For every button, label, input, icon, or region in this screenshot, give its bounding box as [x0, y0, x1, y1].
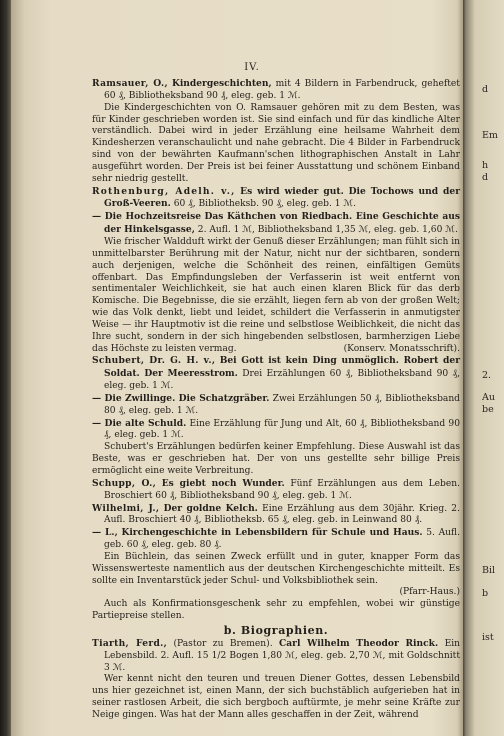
entry-author: — Die Zwillinge. Die Schatzgräber.: [92, 392, 270, 404]
right-page-fragment: Em: [482, 130, 498, 141]
catalog-entry: [92, 527, 460, 552]
entry-title: Der goldne Kelch.: [163, 502, 258, 514]
catalog-entry: [92, 393, 460, 418]
right-page-fragment: d: [482, 84, 489, 95]
entry-description: Schubert's Erzählungen bedürfen keiner Empfehlung. Diese Auswahl ist das Beste, was er geschrieben hat. Der von uns gestellte sehr billige Preis ermöglicht eine weite Verbreitung.: [92, 442, 460, 476]
catalog-entry: [92, 478, 460, 503]
entry-title: Das Käthchen von Riedbach. Eine Geschichte aus der Hinkelsgasse,: [104, 211, 460, 236]
entry-source: (Pfarr-Haus.): [399, 587, 460, 598]
entry-author: Wilhelmi, J.,: [92, 502, 160, 514]
entry-description: Die Kindergeschichten von O. Ramsauer gehören mit zu dem Besten, was für Kinder geschrieben worden ist. Sie sind einfach und für das kindliche Alter verständlich. Dabei wird in jeder Erzählung eine heilsame Wahrheit dem Kindesherzen veranschaulicht und nahe gebracht. Die 4 Bilder in Farbendruck sind von der bewährten Kaufmann'schen lithographischen Anstalt in Lahr ausgeführt worden. Der Preis ist bei feiner Ausstattung und schönem Einband sehr niedrig gestellt.: [92, 102, 460, 184]
right-page-fragment: ist: [482, 632, 494, 643]
right-page-fragment: be: [482, 404, 494, 415]
entry-price: Eine Erzählung für Jung und Alt, 60 ₰, Bibliotheksband 90 ₰, eleg. geb. 1 ℳ.: [104, 418, 460, 441]
entry-description: Ein Büchlein, das seinen Zweck erfüllt und in guter, knapper Form das Wissenswerteste namentlich aus der deutschen Kirchengeschichte mitteilt. Es sollte ein Inventarstück jeder Schul- und Volksbibliothek sein.: [92, 551, 460, 586]
entry-price: Zwei Erzählungen 50 ₰, Bibliotheksband 80 ₰, eleg. geb. 1 ℳ.: [104, 393, 460, 416]
entry-title: Bei Gott ist kein Ding unmöglich. Robert der Soldat. Der Meeresstrom.: [104, 355, 460, 380]
entry-price: 5. Aufl. geb. 60 ₰, eleg. geb. 80 ₰.: [104, 528, 460, 551]
section-heading: b. Biographien.: [223, 623, 329, 637]
catalog-entry: [92, 638, 460, 675]
entry-note: Auch als Konfirmationsgeschenk sehr zu empfehlen, wobei wir günstige Partiepreise stellen.: [92, 599, 460, 622]
entry-title: Kirchengeschichte in Lebensbildern für Schule und Haus.: [121, 527, 423, 539]
page-body: [92, 78, 460, 722]
book-spine: [0, 0, 11, 736]
entry-description: [92, 237, 460, 355]
entry-paren: (Pastor zu Bremen).: [173, 638, 273, 649]
entry-price: mit 4 Bildern in Farbendruck, geheftet 60 ₰, Bibliotheksband 90 ₰, eleg. geb. 1 ℳ.: [104, 79, 460, 101]
right-page-fragment: b: [482, 588, 489, 599]
entry-title: Kindergeschichten,: [171, 78, 272, 89]
entry-author: Rothenburg, Adelh. v.,: [92, 185, 236, 197]
entry-description-text: Wie frischer Waldduft wirkt der Genuß dieser Erzählungen; man fühlt sich in unmittelbarster Berührung mit der Natur, nicht nur der sichtbaren, sondern auch derjenigen, welche die Schönheit des reinen, einfältigen Gemüts offenbart. Das Empfindungsleben der Verfasserin ist weit entfernt von sentimentaler Weichlichkeit, sie hat auch einen klaren Blick für das derb Komische. Die Begebnisse, die sie erzählt, liegen fern ab von der großen Welt; wie das Volk denkt, liebt und leidet, schildert die Verfasserin in anmutigster Weise — ihr Hauptmotiv ist die reine und selbstlose Weiblichkeit, die nicht das Ihre sucht, sondern in der sich hingebenden selbstlosen, barmherzigen Liebe das Höchste zu leisten vermag.: [92, 236, 460, 354]
entry-price: Drei Erzählungen 60 ₰, Bibliotheksband 90 ₰, eleg. geb. 1 ℳ.: [104, 369, 460, 392]
entry-author: — Die Hochzeitsreise: [92, 211, 202, 223]
entry-price: Fünf Erzählungen aus dem Leben. Broschiert 60 ₰, Bibliotheksband 90 ₰, eleg. geb. 1 ℳ.: [104, 478, 460, 501]
entry-author: Tiarth, Ferd.,: [92, 637, 168, 649]
entry-description: Wer kennt nicht den teuren und treuen Diener Gottes, dessen Lebensbild uns hier gezeichnet ist, einen Mann, der sich buchstäblich aufgerieben hat in seiner rastlosen Arbeit, die sich bergboch auftürmte, je mehr seine Kräfte zur Neige gingen. Was hat der Mann alles geschaffen in der Zeit, während: [92, 674, 460, 720]
entry-price: Ein Lebensbild. 2. Aufl. 15 1/2 Bogen 1,80 ℳ, eleg. geb. 2,70 ℳ, mit Goldschnitt 3 ℳ.: [104, 638, 460, 673]
right-page-fragment: Bil: [482, 565, 496, 576]
entry-author: Schupp, O.,: [92, 477, 157, 489]
right-page-fragment: Au: [482, 392, 495, 403]
entry-price: 2. Aufl. 1 ℳ, Bibliotheksband 1,35 ℳ, eleg. geb. 1,60 ℳ.: [197, 225, 458, 236]
entry-price: Eine Erzählung aus dem 30jähr. Krieg. 2. Aufl. Broschiert 40 ₰, Bibliotheksb. 65 ₰, eleg. geb. in Leinwand 80 ₰.: [104, 503, 460, 526]
right-page-edge: [463, 0, 504, 736]
catalog-entry: [92, 211, 460, 237]
catalog-entry: [92, 418, 460, 443]
catalog-entry: [92, 78, 460, 103]
right-page-fragment: h: [482, 160, 489, 171]
right-page-fragment: d: [482, 172, 489, 183]
entry-title: Es giebt noch Wunder.: [161, 477, 285, 489]
entry-author: — Die alte Schuld.: [92, 417, 187, 429]
entry-author: Ramsauer, O.,: [92, 78, 168, 89]
page-number: IV.: [244, 62, 260, 73]
catalog-entry: [92, 186, 460, 212]
entry-source: (Konserv. Monatsschrift).: [343, 343, 460, 354]
catalog-entry: [92, 503, 460, 528]
entry-author: — L.,: [92, 527, 118, 539]
entry-title: Es wird wieder gut. Die Tochows und der Groß-Veeren.: [104, 185, 460, 210]
catalog-entry: [92, 355, 460, 393]
right-page-fragment: 2.: [482, 370, 492, 381]
entry-title: Carl Wilhelm Theodor Rinck.: [279, 637, 439, 649]
entry-price: 60 ₰, Bibliotheksb. 90 ₰, eleg. geb. 1 ℳ.: [173, 199, 357, 210]
entry-author: Schubert, Dr. G. H. v.,: [92, 355, 216, 367]
